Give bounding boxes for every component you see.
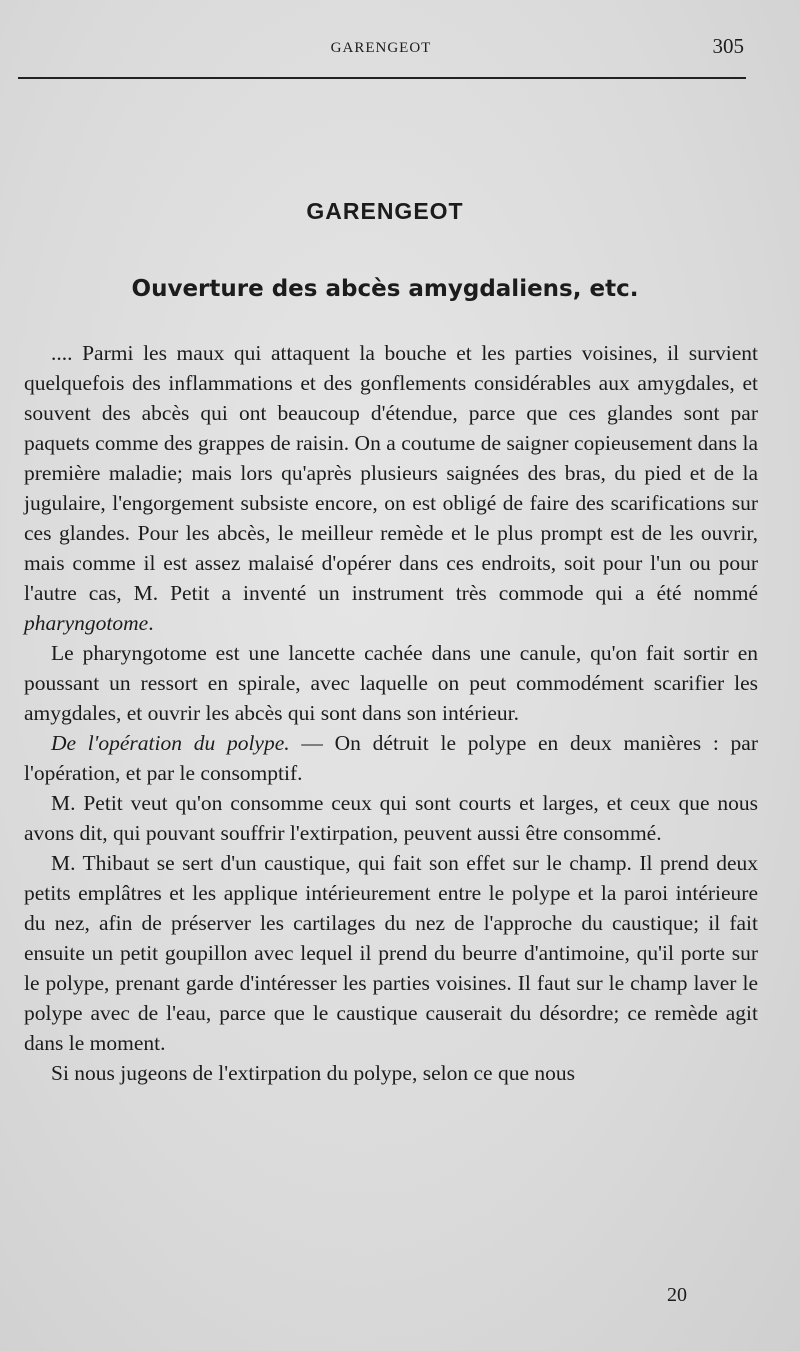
paragraph (24, 728, 758, 788)
running-head (18, 34, 744, 64)
paragraph-text: .... Parmi les maux qui attaquent la bouche et les parties voisines, il survient quelquefois des inflammations et des gonflements considérables aux amygdales, et souvent des abcès qui ont beaucoup d'étendue, parce que ces glandes sont par paquets comme des grappes de raisin. On a coutume de saigner copieusement dans la première maladie; mais lors qu'après plusieurs saignées des bras, du pied et de la jugulaire, l'engorgement subsiste encore, on est obligé de faire des scarifications sur ces glandes. Pour les abcès, le meilleur remède et le plus prompt est de les ouvrir, mais comme il est assez malaisé d'opérer dans ces endroits, soit pour l'un ou pour l'autre cas, M. Petit a inventé un instrument très commode qui a été nommé (24, 341, 758, 605)
paragraph (24, 338, 758, 638)
paragraph-italic: pharyngotome (24, 611, 149, 635)
body-text (24, 338, 758, 1088)
paragraph (24, 1058, 758, 1088)
paragraph (24, 638, 758, 728)
paragraph (24, 848, 758, 1058)
paragraph-text-after: . (148, 611, 154, 635)
paragraph-text: M. Petit veut qu'on consomme ceux qui sont courts et larges, et ceux que nous avons dit, qui pouvant souffrir l'extirpation, peuvent aussi être consommé. (24, 791, 758, 845)
signature-mark: 20 (667, 1284, 687, 1306)
paragraph-text: M. Thibaut se sert d'un caustique, qui fait son effet sur le champ. Il prend deux petits emplâtres et les applique intérieurement entre le polype et la paroi intérieure du nez, afin de préserver les cartilages du nez de l'approche du caustique; il fait ensuite un petit goupillon avec lequel il prend du beurre d'antimoine, qu'il porte sur le polype, prenant garde d'intéresser les parties voisines. Il faut sur le champ laver le polype avec de l'eau, parce que le caustique causerait du désordre; ce remède agit dans le moment. (24, 851, 758, 1055)
paragraph-text: Si nous jugeons de l'extirpation du polype, selon ce que nous (51, 1061, 575, 1085)
page-number: 305 (712, 34, 744, 58)
section-subtitle: Ouverture des abcès amygdaliens, etc. (131, 276, 639, 302)
section-title: GARENGEOT (306, 198, 464, 224)
paragraph-italic: De l'opération du polype. (51, 731, 290, 755)
running-title: GARENGEOT (330, 40, 432, 56)
header-rule (18, 77, 746, 79)
paragraph (24, 788, 758, 848)
paragraph-text-after: — On détruit le polype en deux manières : par l'opération, et par le consomptif. (24, 731, 759, 785)
paragraph-text: Le pharyngotome est une lancette cachée dans une canule, qu'on fait sortir en poussant un ressort en spirale, avec laquelle on peut commodément scarifier les amygdales, et ouvrir les abcès qui sont dans son intérieur. (24, 641, 758, 725)
